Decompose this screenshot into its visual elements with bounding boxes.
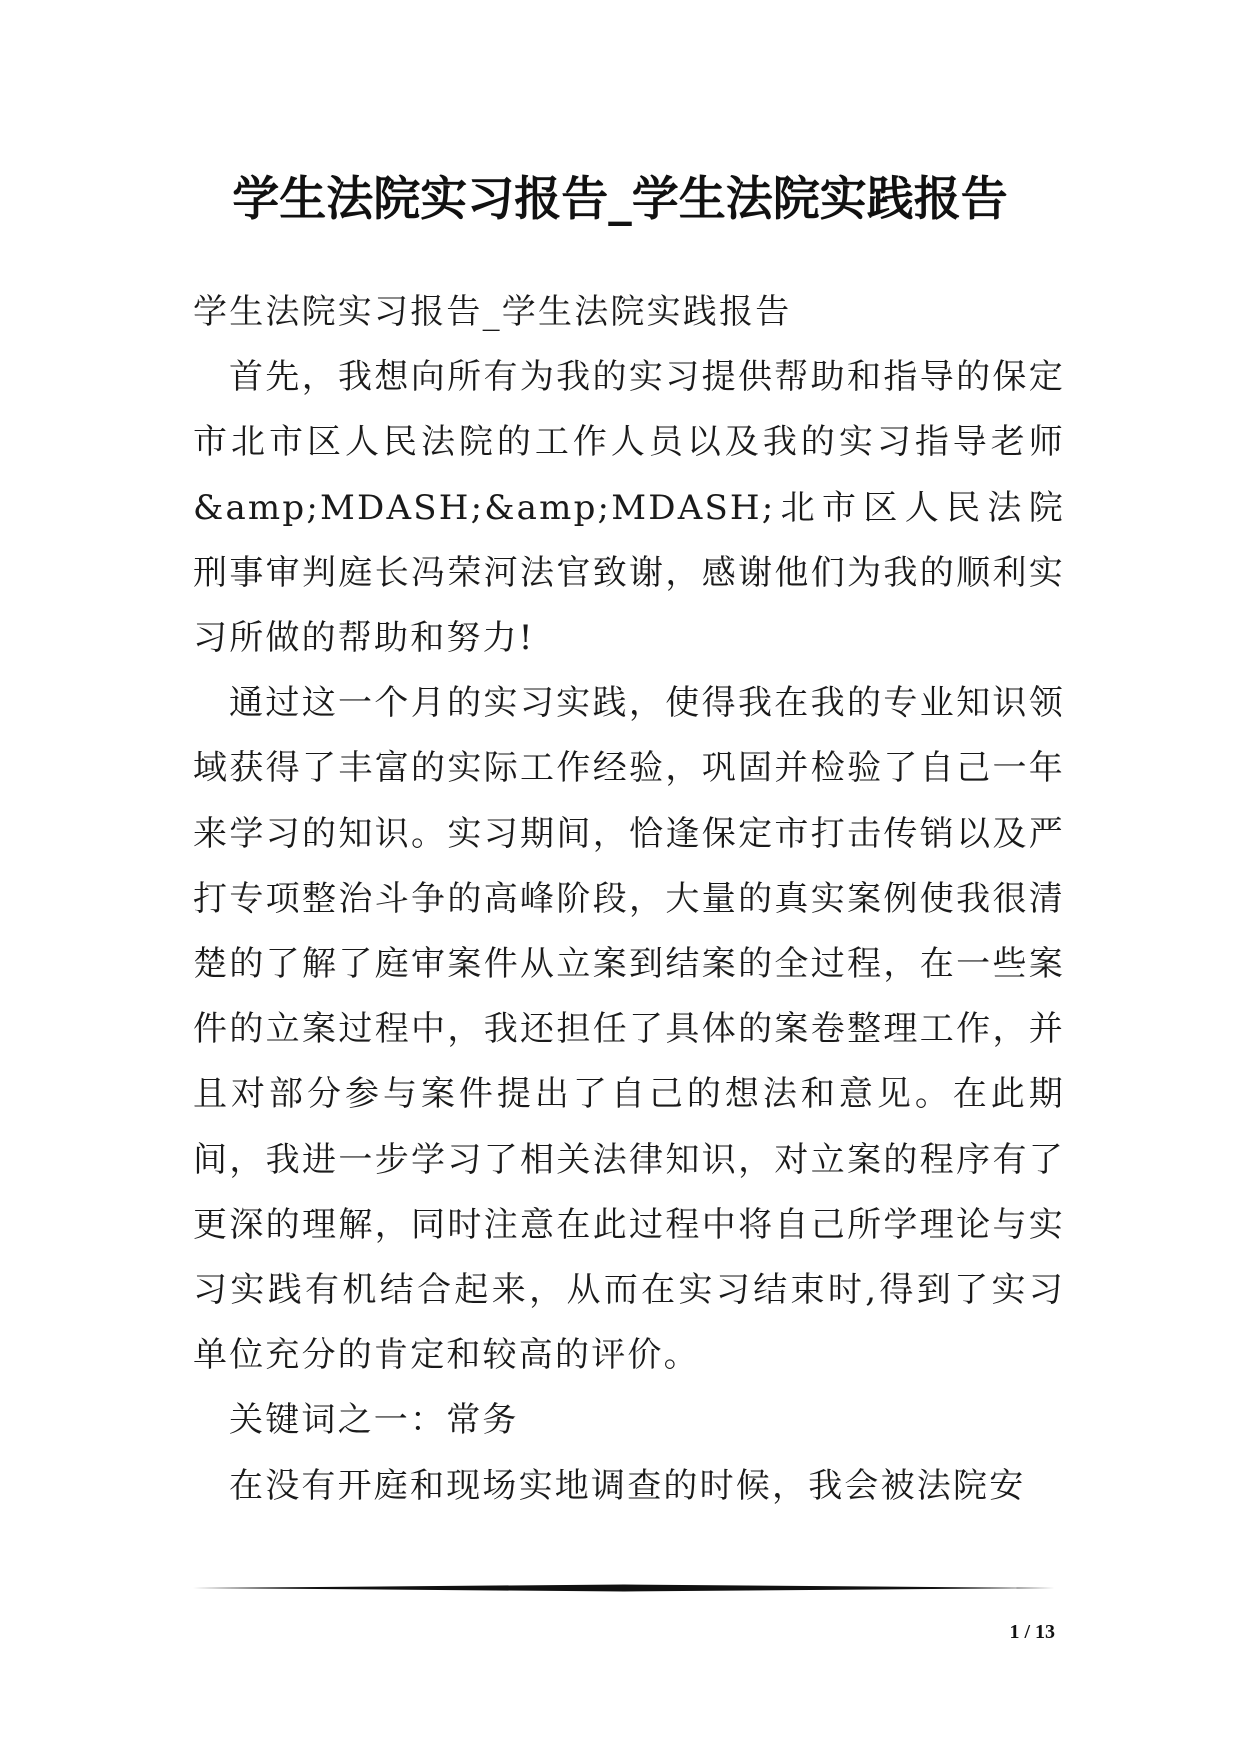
paragraph-acknowledgement: 首先，我想向所有为我的实习提供帮助和指导的保定市北市区人民法院的工作人员以及我的实习指导老师&amp;MDASH;&amp;MDASH;北市区人民法院刑事审判庭长冯荣河法官致谢，感谢他们为我的顺利实习所做的帮助和努力! bbox=[193, 357, 1065, 659]
subtitle-paragraph: 学生法院实习报告_学生法院实践报告 bbox=[193, 292, 792, 332]
document-title: 学生法院实习报告_学生法院实践报告 bbox=[232, 172, 1008, 227]
paragraph-internship-summary: 通过这一个月的实习实践，使得我在我的专业知识领域获得了丰富的实际工作经验，巩固并检验了自己一年来学习的知识。实习期间，恰逢保定市打击传销以及严打专项整治斗争的高峰阶段，大量的真实案例使我很清楚的了解了庭审案件从立案到结案的全过程，在一些案件的立案过程中，我还担任了具体的案卷整理工作，并且对部分参与案件提出了自己的想法和意见。在此期间，我进一步学习了相关法律知识，对立案的程序有了更深的理解，同时注意在此过程中将自己所学理论与实习实践有机结合起来，从而在实习结束时,得到了实习单位充分的肯定和较高的评价。 bbox=[193, 683, 1065, 1376]
paragraph-routine-work: 在没有开庭和现场实地调查的时候，我会被法院安 bbox=[229, 1465, 1026, 1506]
footer-divider bbox=[193, 1584, 1055, 1592]
section-heading-keyword-one: 关键词之一：常务 bbox=[229, 1400, 519, 1441]
page-number: 1 / 13 bbox=[1009, 1621, 1055, 1643]
document-body bbox=[193, 280, 1065, 1519]
